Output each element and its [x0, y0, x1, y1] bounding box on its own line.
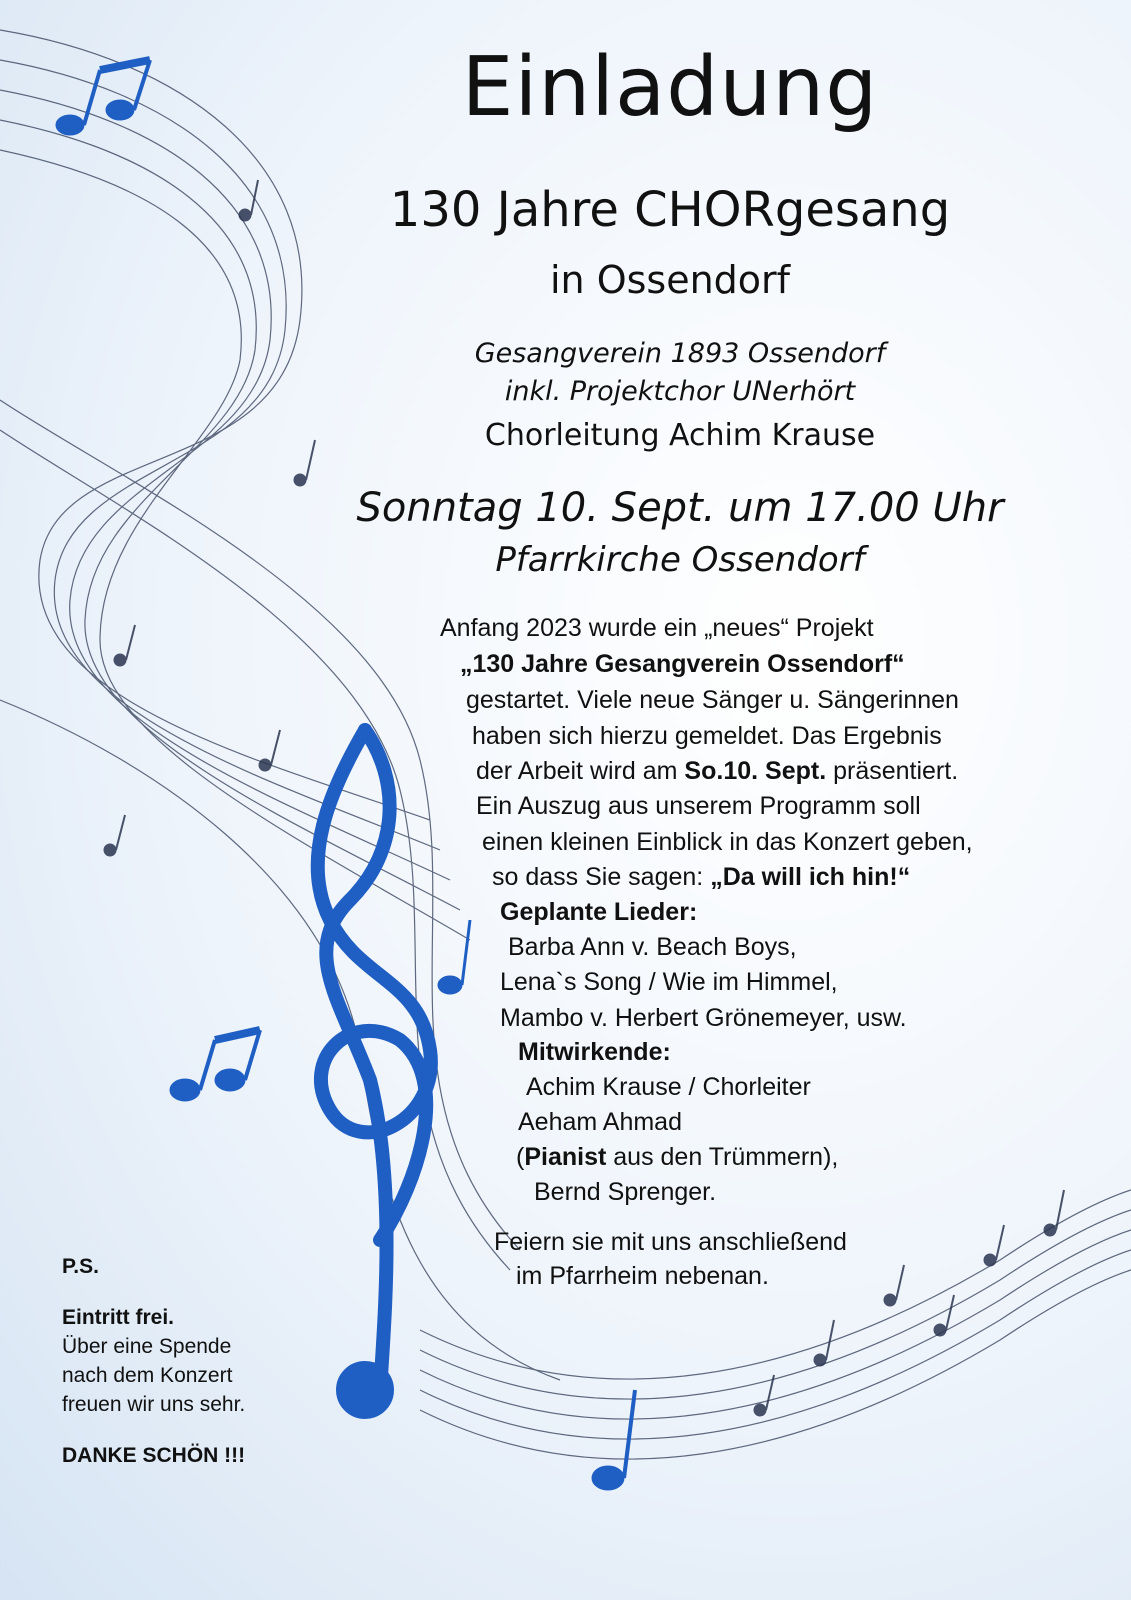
cast-heading: Mitwirkende:	[518, 1038, 671, 1066]
note-icon	[592, 1466, 624, 1490]
body-line: Ein Auszug aus unserem Programm soll	[476, 792, 921, 820]
ps-label: P.S.	[62, 1255, 99, 1278]
closing-line: im Pfarrheim nebenan.	[516, 1262, 769, 1290]
body-text-span: der Arbeit wird am	[476, 757, 685, 785]
body-text-span: aus den Trümmern),	[606, 1143, 839, 1171]
note-icon	[170, 1079, 200, 1101]
closing-line: Feiern sie mit uns anschließend	[494, 1228, 847, 1256]
body-line: haben sich hierzu gemeldet. Das Ergebnis	[472, 722, 942, 750]
note-icon	[56, 115, 84, 135]
cast-item: Aeham Ahmad	[518, 1108, 682, 1136]
body-line: gestartet. Viele neue Sänger u. Sängerinnen	[466, 686, 959, 714]
cast-item: Bernd Sprenger.	[534, 1178, 717, 1206]
postscript	[62, 1252, 245, 1470]
body-text-span: so dass Sie sagen:	[492, 863, 711, 891]
body-line: Anfang 2023 wurde ein „neues“ Projekt	[440, 614, 874, 642]
body-line	[476, 757, 958, 786]
body-text-bold: „Da will ich hin!“	[710, 863, 911, 891]
event-date: Sonntag 10. Sept. um 17.00 Uhr	[356, 485, 1004, 531]
body-text-bold: Pianist	[524, 1143, 607, 1171]
ps-line: freuen wir uns sehr.	[62, 1393, 246, 1416]
ps-line: nach dem Konzert	[62, 1364, 233, 1387]
song-item: Lena`s Song / Wie im Himmel,	[500, 968, 838, 996]
body-line: „130 Jahre Gesangverein Ossendorf“	[460, 650, 905, 678]
ps-line: Über eine Spende	[62, 1335, 232, 1358]
body-text-bold: So.10. Sept.	[684, 757, 827, 785]
subtitle: 130 Jahre CHORgesang	[389, 182, 951, 238]
page-title: Einladung	[461, 40, 879, 135]
song-item: Mambo v. Herbert Grönemeyer, usw.	[500, 1004, 907, 1032]
body-text-span: präsentiert.	[826, 757, 959, 785]
body-line	[492, 863, 910, 892]
note-icon	[215, 1069, 245, 1091]
note-icon	[438, 976, 462, 994]
subtitle-location: in Ossendorf	[549, 258, 791, 302]
songs-heading: Geplante Lieder:	[500, 898, 698, 926]
organizer-line: inkl. Projektchor UNerhört	[504, 376, 856, 407]
cast-item: Achim Krause / Chorleiter	[526, 1073, 811, 1101]
conductor-line: Chorleitung Achim Krause	[484, 418, 876, 453]
body-line: einen kleinen Einblick in das Konzert geben,	[482, 828, 973, 856]
organizer-line: Gesangverein 1893 Ossendorf	[474, 338, 886, 369]
ps-free-entry: Eintritt frei.	[62, 1306, 175, 1329]
song-item: Barba Ann v. Beach Boys,	[508, 933, 797, 961]
event-location: Pfarrkirche Ossendorf	[495, 540, 865, 580]
cast-item	[516, 1143, 838, 1172]
note-icon	[106, 100, 134, 120]
treble-clef-icon	[318, 730, 431, 1412]
ps-thanks: DANKE SCHÖN !!!	[62, 1444, 246, 1467]
body-text-span: (	[516, 1143, 525, 1171]
